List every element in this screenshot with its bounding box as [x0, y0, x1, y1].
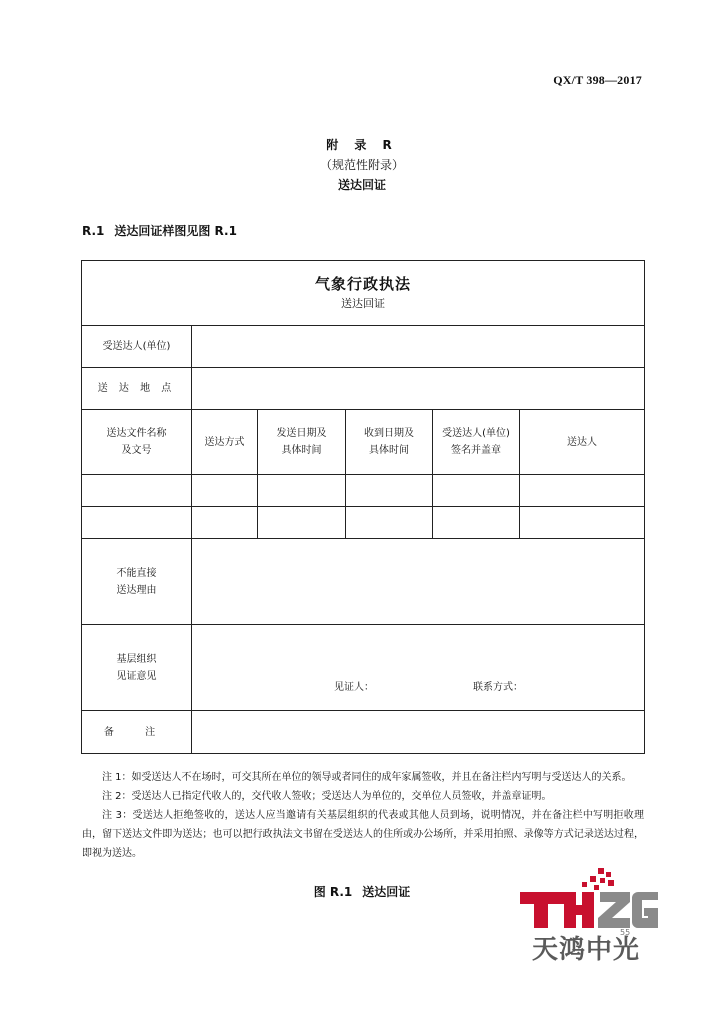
standard-number: QX/T 398—2017	[553, 73, 642, 87]
col-send-date-line2: 具体时间	[281, 445, 322, 456]
form-title: 气象行政执法	[315, 275, 412, 293]
col-server: 送达人	[520, 410, 645, 475]
reason-label	[82, 539, 192, 625]
col-send-date	[258, 410, 346, 475]
reason-field	[192, 539, 645, 625]
appendix-heading: 附 录 R	[326, 138, 398, 152]
appendix-title: 送达回证	[337, 178, 386, 192]
grassroots-label-line2: 见证意见	[116, 670, 157, 682]
notes	[82, 768, 644, 863]
col-send-date-line1: 发送日期及	[276, 428, 327, 439]
watermark-brand-name: 天鸿中光	[532, 935, 641, 965]
remarks-label: 备 注	[82, 711, 192, 754]
col-method: 送达方式	[192, 410, 258, 475]
note-1: 注 1：如受送达人不在场时，可交其所在单位的领导或者同住的成年家属签收，并且在备注栏内写明与受送达人的关系。	[102, 772, 632, 783]
col-receive-date	[346, 410, 433, 475]
figure-number: 图 R.1	[313, 885, 353, 899]
grassroots-label-line1: 基层组织	[116, 653, 157, 665]
note-2: 注 2：受送达人已指定代收人的，交代收人签收；受送达人为单位的，交单位人员签收，并盖章证明。	[102, 791, 552, 802]
location-label: 送 达 地 点	[82, 368, 192, 410]
section-heading	[82, 222, 237, 239]
location-field	[192, 368, 645, 410]
reason-label-line2: 送达理由	[116, 584, 157, 596]
col-doc-name	[82, 410, 192, 475]
page-number: 55	[620, 928, 631, 937]
form-title-cell	[82, 261, 645, 326]
col-signature	[433, 410, 520, 475]
col-signature-line2: 签名并盖章	[451, 445, 501, 456]
col-signature-line1: 受送达人(单位)	[442, 428, 510, 439]
recipient-field	[192, 326, 645, 368]
section-text: 送达回证样图见图 R.1	[114, 224, 237, 238]
section-number: R.1	[82, 224, 105, 238]
appendix-type: （规范性附录）	[319, 158, 404, 172]
col-doc-name-line2: 及文号	[121, 445, 152, 456]
grassroots-field	[192, 625, 645, 711]
note-3: 注 3：受送达人拒绝签收的，送达人应当邀请有关基层组织的代表或其他人员到场，说明情况，并在备注栏中写明拒收理由，留下送达文件即为送达；也可以把行政执法文书留在受送达人的住所或办公场所，并采用拍照、录像等方式记录送达过程，即视为送达。	[82, 810, 644, 859]
witness-label: 见证人：	[334, 682, 374, 693]
col-doc-name-line1: 送达文件名称	[106, 428, 167, 439]
recipient-label: 受送达人(单位)	[82, 326, 192, 368]
col-receive-date-line2: 具体时间	[369, 445, 409, 456]
table-row	[82, 507, 645, 539]
table-row	[82, 475, 645, 507]
reason-label-line1: 不能直接	[116, 567, 157, 579]
form-subtitle: 送达回证	[341, 297, 386, 310]
delivery-receipt-form	[81, 260, 645, 754]
remarks-field	[192, 711, 645, 754]
col-receive-date-line1: 收到日期及	[364, 428, 414, 439]
contact-label: 联系方式：	[473, 682, 523, 693]
grassroots-label	[82, 625, 192, 711]
figure-title: 送达回证	[362, 885, 411, 899]
